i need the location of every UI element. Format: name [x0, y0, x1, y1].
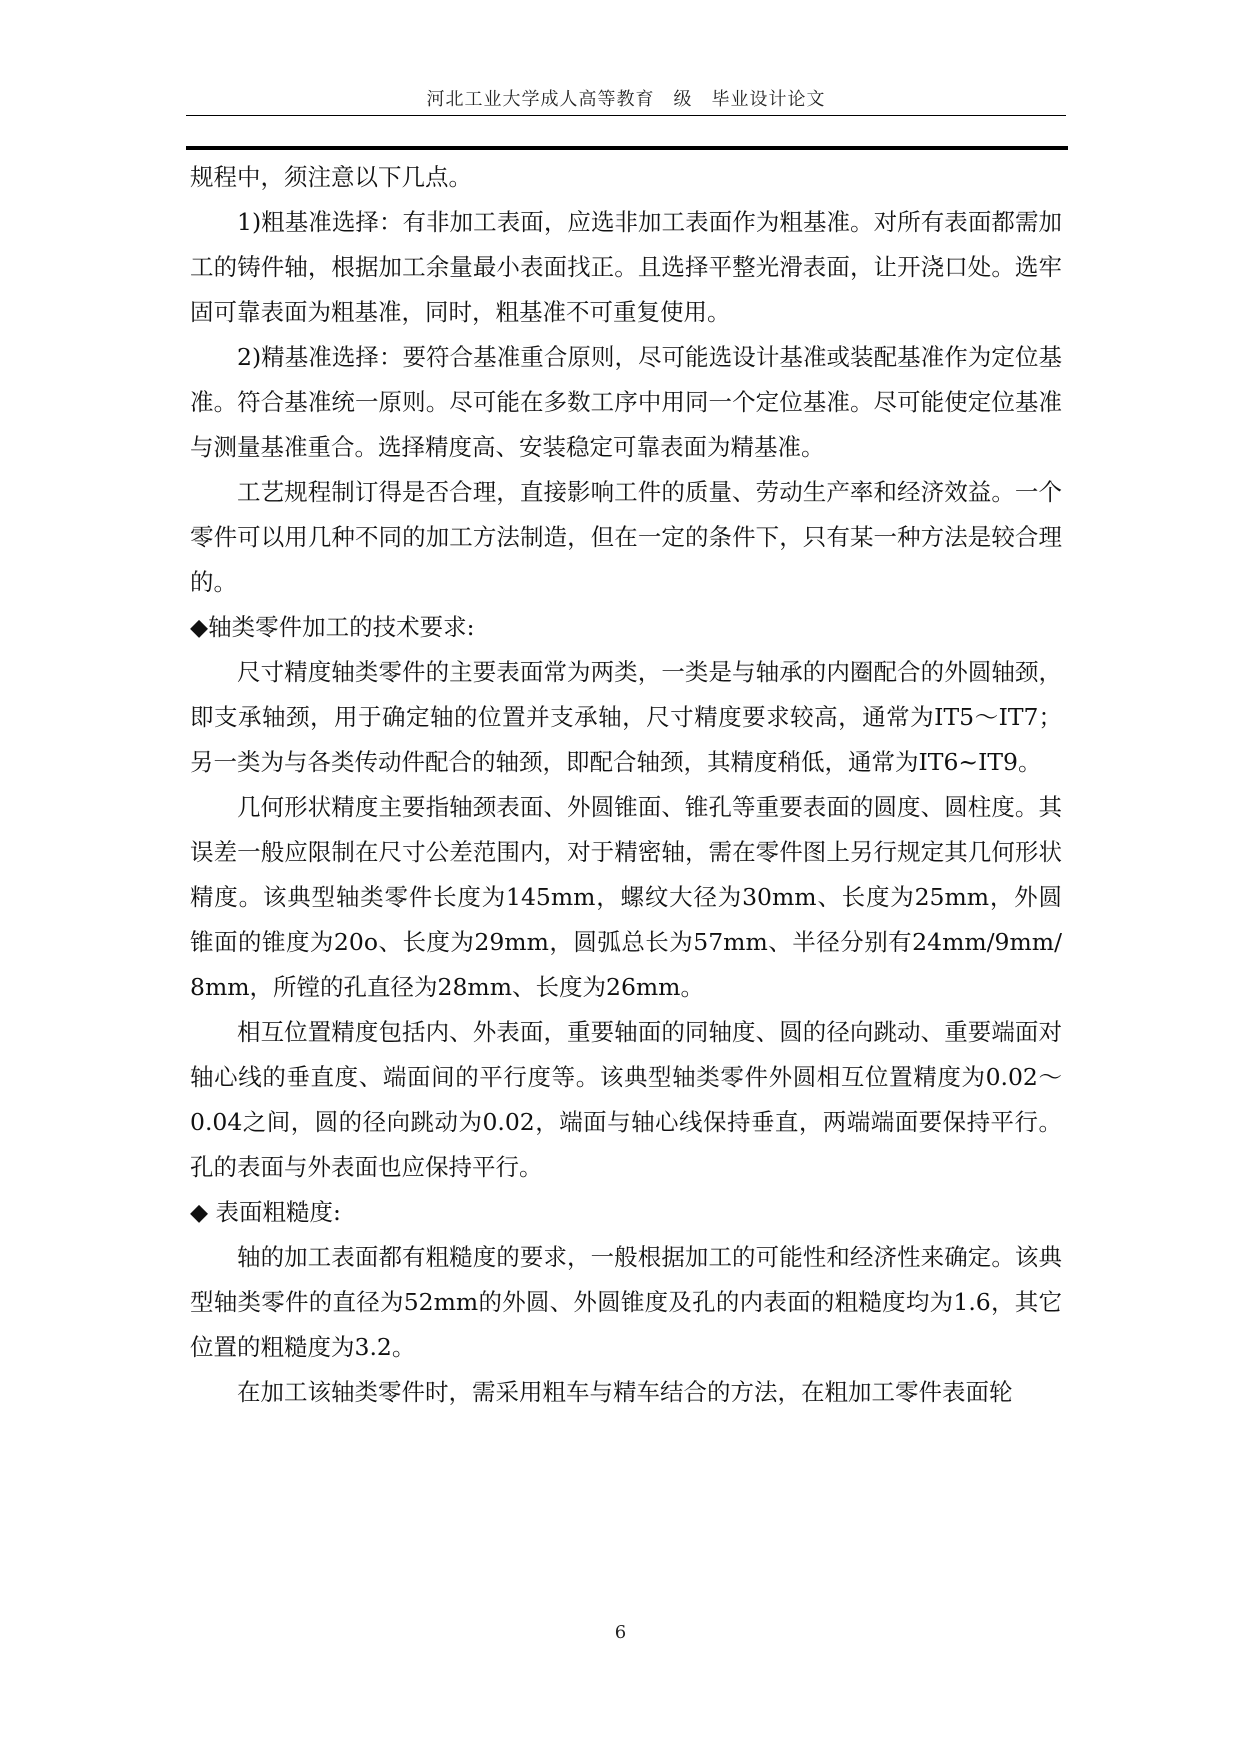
section-heading-tech-requirements: ◆轴类零件加工的技术要求: — [190, 613, 475, 641]
section-heading-roughness: ◆ 表面粗糙度: — [190, 1198, 341, 1226]
body-text — [190, 155, 1062, 1415]
page-number: 6 — [614, 1622, 627, 1643]
paragraph-9: 在加工该轴类零件时，需采用粗车与精车结合的方法，在粗加工零件表面轮 — [237, 1378, 1013, 1406]
paragraph-4: 工艺规程制订得是否合理，直接影响工件的质量、劳动生产率和经济效益。一个零件可以用几种不同的加工方法制造，但在一定的条件下，只有某一种方法是较合理的。 — [190, 478, 1062, 596]
paragraph-6: 几何形状精度主要指轴颈表面、外圆锥面、锥孔等重要表面的圆度、圆柱度。其误差一般应限制在尺寸公差范围内，对于精密轴，需在零件图上另行规定其几何形状精度。该典型轴类零件长度为145mm，螺纹大径为30mm、长度为25mm，外圆锥面的锥度为20o、长度为29mm，圆弧总长为57mm、半径分别有24mm/9mm/8mm，所镗的孔直径为28mm、长度为26mm。 — [190, 793, 1062, 1001]
paragraph-8: 轴的加工表面都有粗糙度的要求，一般根据加工的可能性和经济性来确定。该典型轴类零件的直径为52mm的外圆、外圆锥度及孔的内表面的粗糙度均为1.6，其它位置的粗糙度为3.2。 — [190, 1243, 1062, 1361]
paragraph-7: 相互位置精度包括内、外表面，重要轴面的同轴度、圆的径向跳动、重要端面对轴心线的垂直度、端面间的平行度等。该典型轴类零件外圆相互位置精度为0.02～0.04之间，圆的径向跳动为0.02，端面与轴心线保持垂直，两端端面要保持平行。孔的表面与外表面也应保持平行。 — [190, 1018, 1062, 1181]
paragraph-5: 尺寸精度轴类零件的主要表面常为两类，一类是与轴承的内圈配合的外圆轴颈，即支承轴颈，用于确定轴的位置并支承轴，尺寸精度要求较高，通常为IT5～IT7；另一类为与各类传动件配合的轴颈，即配合轴颈，其精度稍低，通常为IT6~IT9。 — [190, 658, 1062, 776]
page-header: 河北工业大学成人高等教育 级 毕业设计论文 — [426, 89, 826, 110]
paragraph-1: 规程中，须注意以下几点。 — [190, 163, 472, 191]
header-rule-thick — [186, 146, 1068, 150]
paragraph-3: 2)精基准选择：要符合基准重合原则，尽可能选设计基准或装配基准作为定位基准。符合基准统一原则。尽可能在多数工序中用同一个定位基准。尽可能使定位基准与测量基准重合。选择精度高、安装稳定可靠表面为精基准。 — [190, 343, 1062, 461]
paragraph-2: 1)粗基准选择：有非加工表面，应选非加工表面作为粗基准。对所有表面都需加工的铸件轴，根据加工余量最小表面找正。且选择平整光滑表面，让开浇口处。选牢固可靠表面为粗基准，同时，粗基准不可重复使用。 — [190, 208, 1062, 326]
header-rule-thin — [186, 115, 1066, 116]
